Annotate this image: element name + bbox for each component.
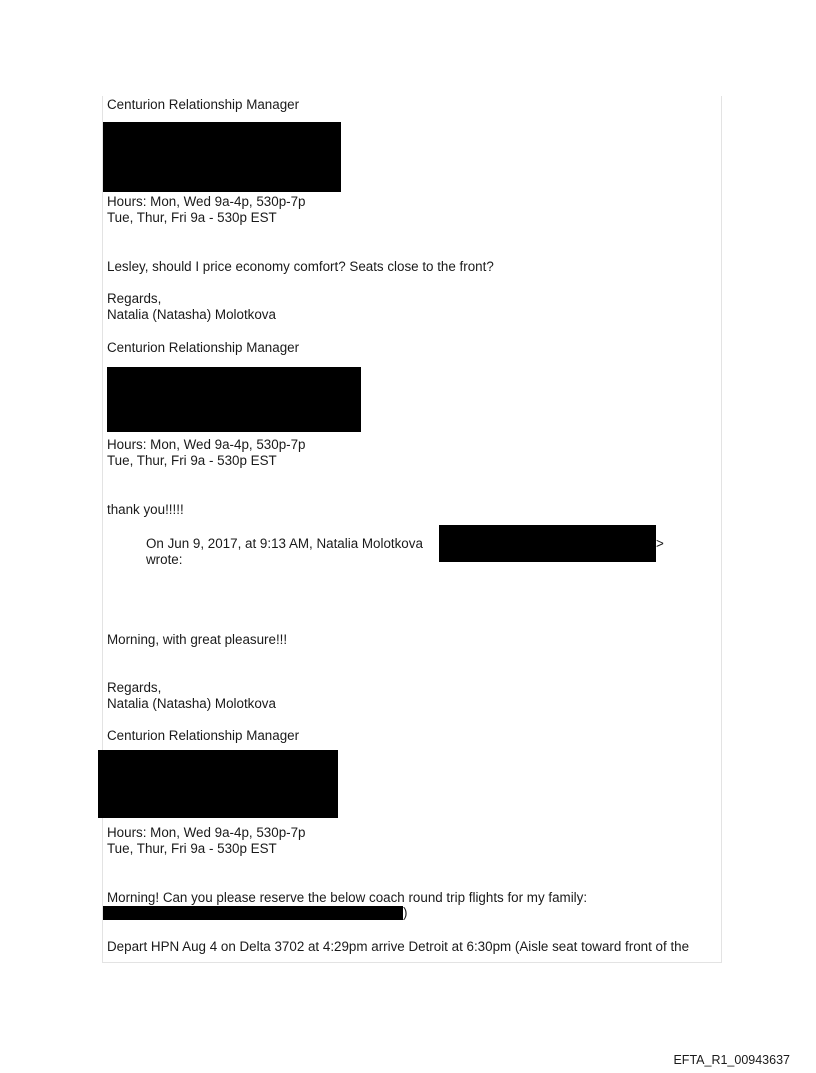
redaction-box: [103, 906, 403, 920]
signature-regards: Regards,: [107, 291, 162, 306]
signature-hours-line1: Hours: Mon, Wed 9a-4p, 530p-7p: [107, 437, 306, 452]
signature-regards: Regards,: [107, 680, 162, 695]
message-reserve-request: Morning! Can you please reserve the below coach round trip flights for my family:: [107, 890, 588, 905]
document-id: EFTA_R1_00943637: [673, 1053, 790, 1067]
message-morning-reply: Morning, with great pleasure!!!: [107, 632, 288, 647]
redaction-box: [439, 525, 656, 562]
signature-name: Natalia (Natasha) Molotkova: [107, 307, 276, 322]
message-flight-detail: Depart HPN Aug 4 on Delta 3702 at 4:29pm arrive Detroit at 6:30pm (Aisle seat toward front of the: [107, 939, 690, 954]
redaction-box: [98, 750, 338, 818]
signature-title: Centurion Relationship Manager: [107, 97, 300, 112]
signature-title: Centurion Relationship Manager: [107, 728, 300, 743]
redaction-box: [103, 122, 341, 192]
message-reserve-partial: ): [403, 905, 408, 920]
message-economy-question: Lesley, should I price economy comfort? Seats close to the front?: [107, 259, 494, 274]
quote-header-line1: On Jun 9, 2017, at 9:13 AM, Natalia Molotkova: [146, 536, 423, 551]
quote-header-line2: wrote:: [146, 552, 183, 567]
signature-title: Centurion Relationship Manager: [107, 340, 300, 355]
signature-name: Natalia (Natasha) Molotkova: [107, 696, 276, 711]
signature-hours-line2: Tue, Thur, Fri 9a - 530p EST: [107, 210, 277, 225]
message-thank-you: thank you!!!!!: [107, 502, 184, 517]
signature-hours-line2: Tue, Thur, Fri 9a - 530p EST: [107, 841, 277, 856]
signature-hours-line1: Hours: Mon, Wed 9a-4p, 530p-7p: [107, 825, 306, 840]
redaction-box: [107, 367, 361, 432]
signature-hours-line2: Tue, Thur, Fri 9a - 530p EST: [107, 453, 277, 468]
quote-header-line1-end: >: [656, 536, 664, 551]
signature-hours-line1: Hours: Mon, Wed 9a-4p, 530p-7p: [107, 194, 306, 209]
